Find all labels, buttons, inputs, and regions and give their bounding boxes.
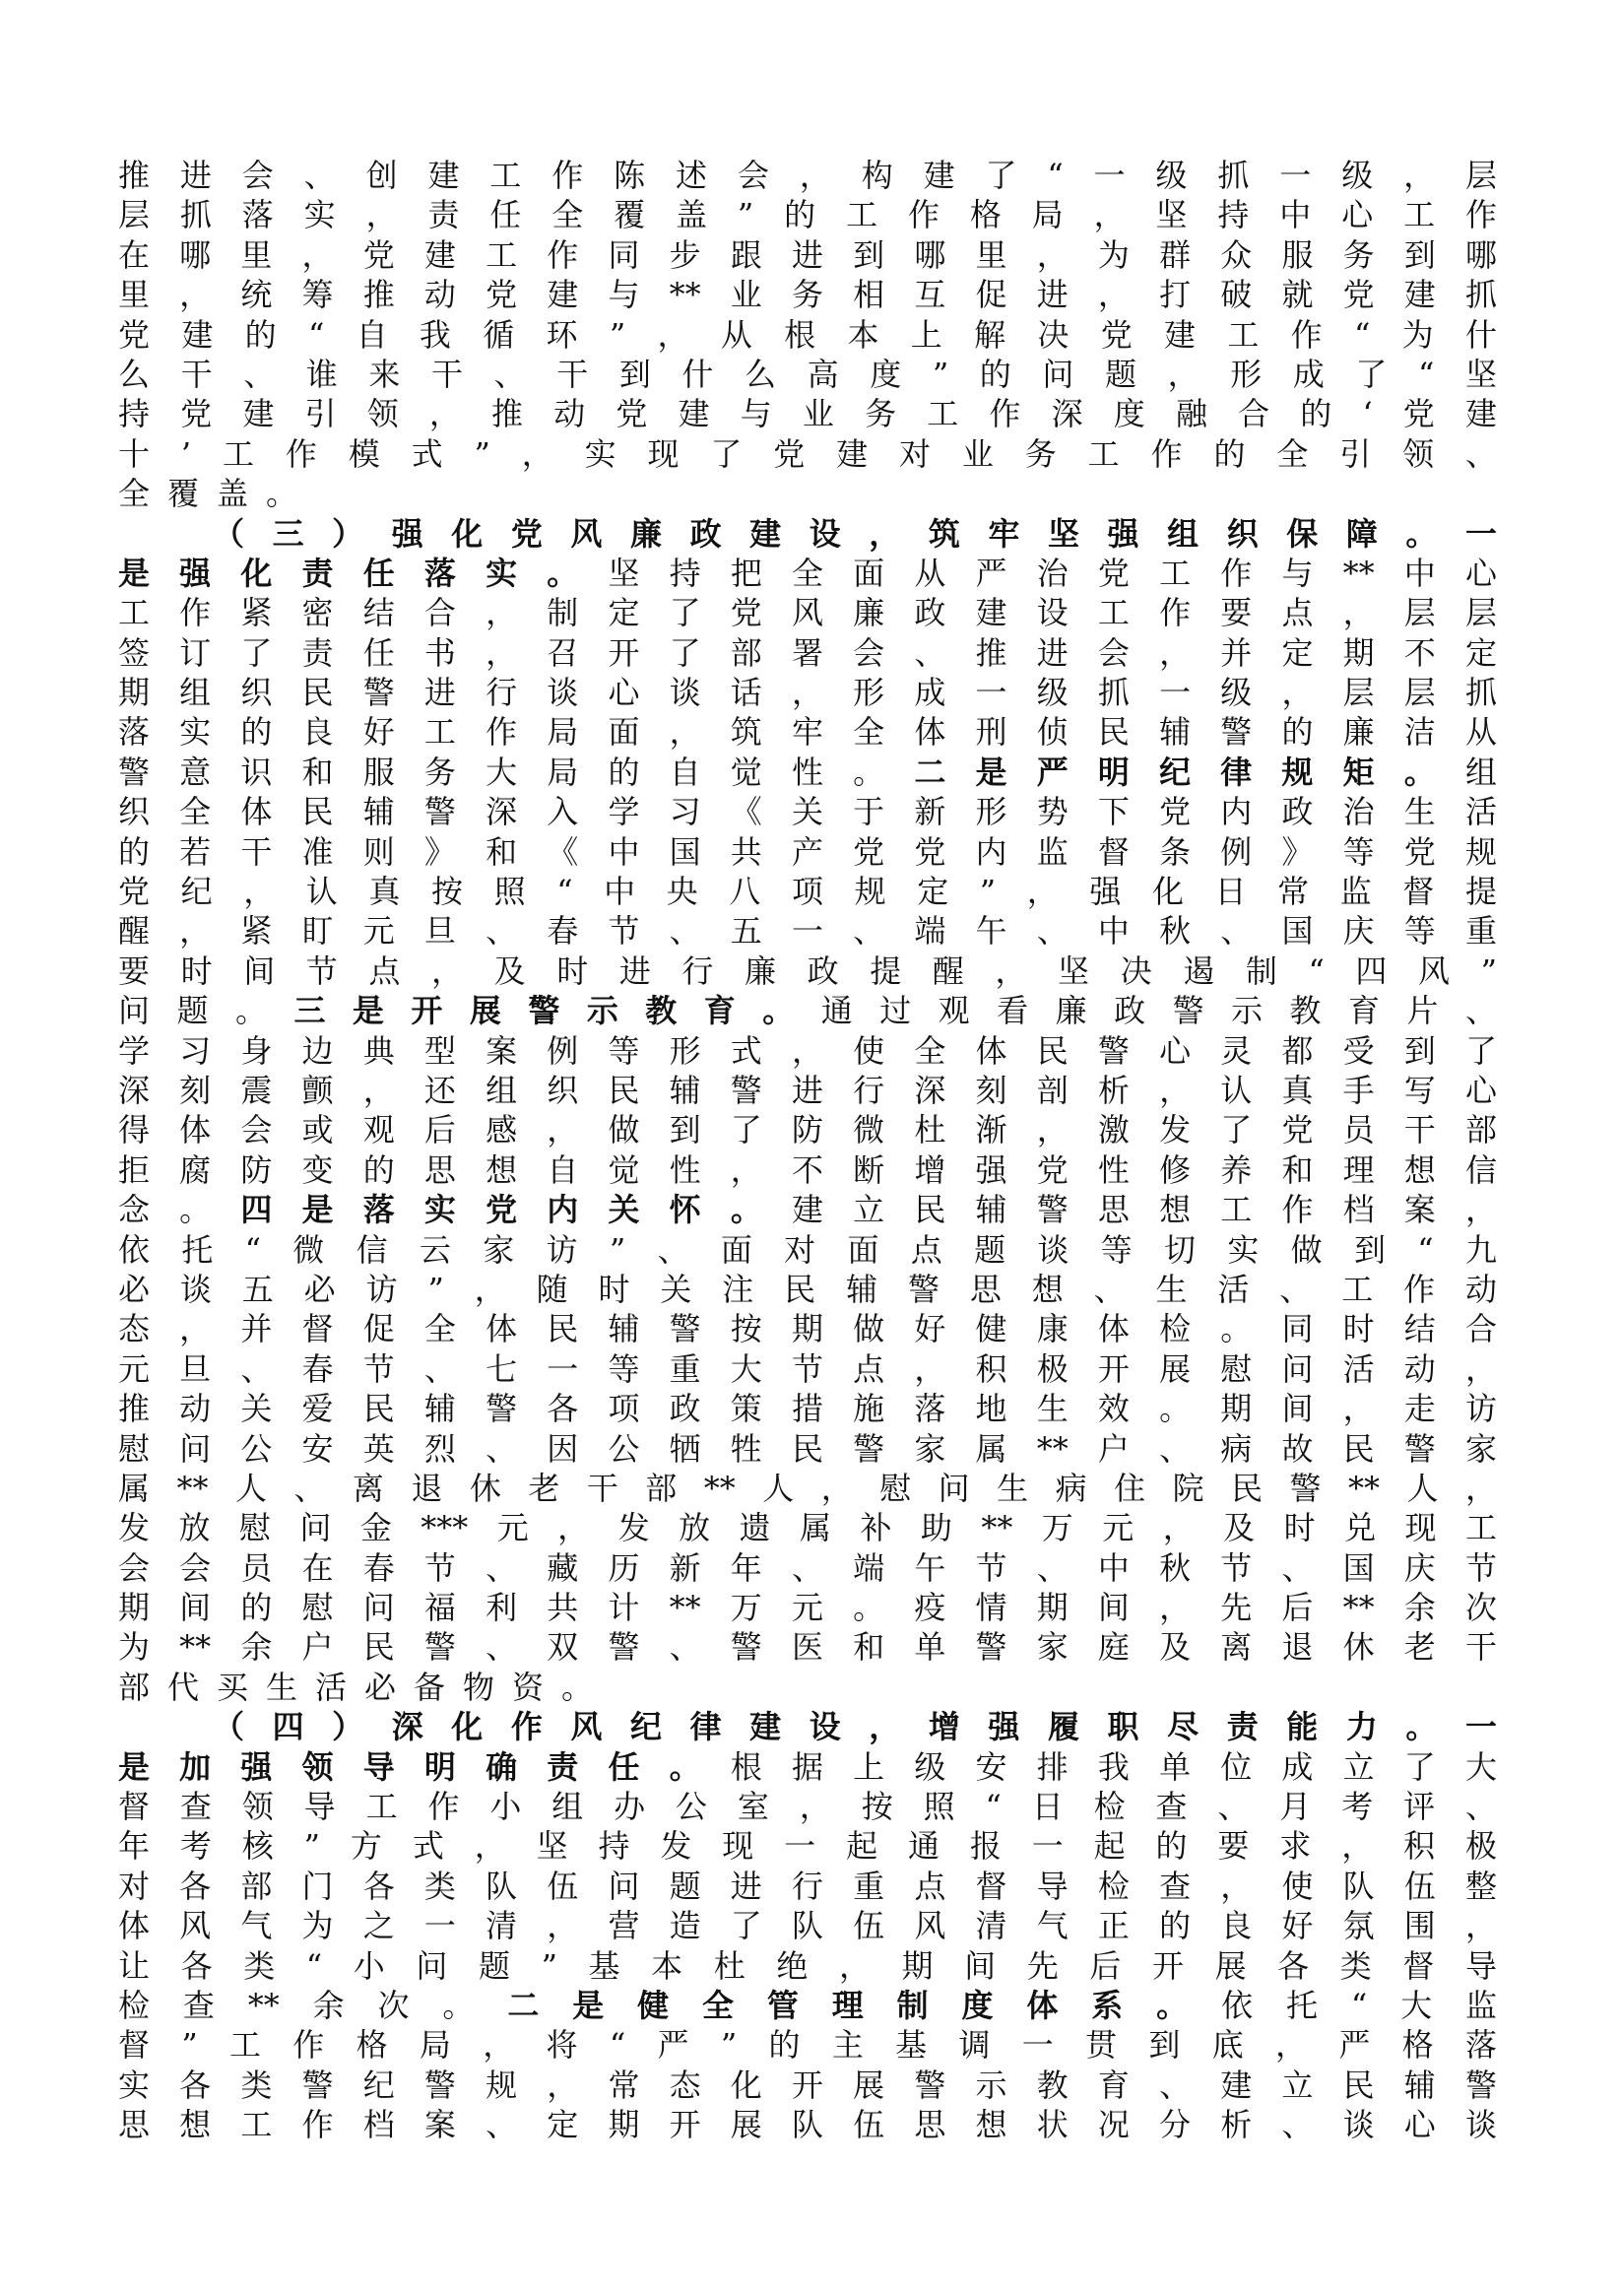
text-line [118,1588,1497,1627]
text-line [118,235,1497,275]
text-line [118,1826,1497,1866]
text-segment: 实各类警纪警规，常态化开展警示教育、建立民辅警 [118,2066,1497,2104]
text-segment: 发放慰问金***元，发放遗属补助**万元，及时兑现工 [118,1509,1497,1547]
text-segment: 督”工作格局，将“严”的主基调一贯到底，严格落 [118,2026,1497,2065]
text-segment: 深刻震颤，还组织民辅警进行深刻剖析，认真手写心 [118,1071,1497,1109]
text-segment: 建立民辅警思想工作档案， [792,1191,1497,1229]
text-segment: 组 [1464,753,1497,791]
text-line [118,2066,1497,2105]
text-line [118,1548,1497,1588]
text-line [118,195,1497,234]
text-line [118,792,1497,831]
bold-text-segment: 二是健全管理制度体系。 [507,1986,1222,2024]
text-segment: 持党建引领，推动党建与业务工作深度融合的‘党建 [118,395,1497,433]
text-segment: 期间的慰问福利共计**万元。疫情期间，先后**余次 [118,1589,1497,1627]
text-line [118,872,1497,911]
text-line [118,1986,1497,2025]
text-segment: 要时间节点，及时进行廉政提醒，坚决遏制“四风” [118,951,1497,990]
text-line [118,2105,1497,2144]
text-segment: 根据上级安排我单位成立了大 [730,1747,1497,1786]
text-segment: 醒，紧盯元旦、春节、五一、端午、中秋、国庆等重 [118,912,1497,951]
text-line [118,1270,1497,1309]
text-line [118,1508,1497,1547]
text-segment: 慰问公安英烈、因公牺牲民警家属**户、病故民警家 [118,1429,1497,1468]
text-segment: 问题。 [118,992,294,1030]
text-line [118,1668,1497,1707]
text-segment: 思想工作档案、定期开展队伍思想状况分析、谈心谈 [118,2106,1497,2144]
text-segment: 层抓落实，责任全覆盖”的工作格局，坚持中心工作 [118,196,1497,234]
text-line [118,1627,1497,1667]
text-line [118,275,1497,314]
text-segment: 推动关爱民辅警各项政策措施落地生效。期间，走访 [118,1390,1497,1428]
text-line [118,911,1497,951]
text-line [118,1190,1497,1229]
text-line [118,2025,1497,2065]
text-line [118,434,1497,474]
text-segment: 得体会或观后感，做到了防微杜渐，激发了党员干部 [118,1111,1497,1149]
text-line [118,1349,1497,1389]
text-segment: 全覆盖。 [118,475,316,513]
text-segment: 依托“大监 [1221,1986,1497,2024]
text-line [118,1110,1497,1149]
text-segment: 年考核”方式，坚持发现一起通报一起的要求，积极 [118,1827,1497,1866]
text-line [118,1747,1497,1787]
text-segment: 元旦、春节、七一等重大节点，积极开展慰问活动， [118,1349,1497,1388]
text-segment: 让各类“小问题”基本杜绝，期间先后开展各类督导 [118,1946,1497,1985]
text-segment: 依托“微信云家访”、面对面点题谈等切实做到“九 [118,1230,1497,1269]
text-segment: 为**余户民警、双警、警医和单警家庭及离退休老干 [118,1628,1497,1667]
text-segment: 织全体民辅警深入学习《关于新形势下党内政治生活 [118,793,1497,831]
text-line [118,593,1497,632]
text-line [118,673,1497,712]
bold-text-segment: 是加强领导明确责任。 [118,1747,731,1786]
bold-text-segment: （四）深化作风纪律建设，增强履职尽责能力。一 [213,1708,1497,1746]
text-line [118,554,1497,593]
text-line [118,156,1497,195]
bold-text-segment: （三）强化党风廉政建设，筑牢坚强组织保障。一 [213,514,1497,553]
text-line [118,1429,1497,1469]
bold-text-segment: 是强化责任落实。 [118,554,609,592]
text-segment: 坚持把全面从严治党工作与**中心 [608,554,1497,592]
text-segment: 警意识和服务大局的自觉性。 [118,753,915,791]
text-segment: 推进会、创建工作陈述会，构建了“一级抓一级，层 [118,157,1497,194]
text-line [118,1150,1497,1190]
text-line [118,1389,1497,1428]
text-segment: 体风气为之一清，营造了队伍风清气正的良好氛围， [118,1907,1497,1945]
text-line [118,355,1497,394]
text-segment: 部代买生活必备物资。 [118,1668,612,1706]
text-line [118,753,1497,792]
text-segment: 学习身边典型案例等形式，使全体民警心灵都受到了 [118,1031,1497,1070]
text-segment: 属**人、离退休老干部**人，慰问生病住院民警**人， [118,1469,1497,1507]
text-line [118,951,1497,991]
text-segment: 工作紧密结合，制定了党风廉政建设工作要点，层层 [118,594,1497,632]
text-line [118,514,1497,554]
text-line [118,1906,1497,1945]
text-segment: 对各部门各类队伍问题进行重点督导检查，使队伍整 [118,1867,1497,1905]
bold-text-segment: 三是开展警示教育。 [293,992,821,1030]
text-segment: 十’工作模式”，实现了党建对业务工作的全引领、 [118,434,1497,473]
text-line [118,1469,1497,1508]
text-line [118,1707,1497,1746]
text-segment: 念。 [118,1191,241,1229]
text-segment: 拒腐防变的思想自觉性，不断增强党性修养和理想信 [118,1150,1497,1189]
text-segment: 落实的良好工作局面，筑牢全体刑侦民辅警的廉洁从 [118,713,1497,752]
text-segment: 必谈五必访”，随时关注民辅警思想、生活、工作动 [118,1270,1497,1308]
text-line [118,315,1497,355]
text-segment: 会会员在春节、藏历新年、端午节、中秋节、国庆节 [118,1548,1497,1587]
text-segment: 么干、谁来干、干到什么高度”的问题，形成了“坚 [118,355,1497,393]
text-segment: 里，统筹推动党建与**业务相互促进，打破就党建抓 [118,276,1497,314]
text-line [118,1230,1497,1270]
text-segment: 党纪，认真按照“中央八项规定”，强化日常监督提 [118,873,1497,911]
text-line [118,394,1497,433]
text-line [118,1787,1497,1826]
text-line [118,991,1497,1030]
text-segment: 检查**余次。 [118,1986,508,2024]
text-segment: 签订了责任书，召开了部署会、推进会，并定期不定 [118,633,1497,672]
text-line [118,474,1497,513]
document-body [118,156,1497,2145]
text-line [118,832,1497,872]
text-segment: 督查领导工作小组办公室，按照“日检查、月考评、 [118,1788,1497,1826]
text-line [118,1946,1497,1986]
text-line [118,1867,1497,1906]
bold-text-segment: 四是落实党内关怀。 [240,1191,792,1229]
text-line [118,1309,1497,1348]
text-segment: 通过观看廉政警示教育片、 [820,992,1497,1030]
text-segment: 期组织民警进行谈心谈话，形成一级抓一级，层层抓 [118,674,1497,712]
text-line [118,712,1497,752]
text-line [118,633,1497,673]
text-segment: 党建的“自我循环”，从根本上解决党建工作“为什 [118,315,1497,354]
text-segment: 的若干准则》和《中国共产党党内监督条例》等党规 [118,832,1497,871]
text-line [118,1071,1497,1110]
text-line [118,1031,1497,1071]
text-segment: 态，并督促全体民辅警按期做好健康体检。同时结合 [118,1310,1497,1348]
text-segment: 在哪里，党建工作同步跟进到哪里，为群众服务到哪 [118,235,1497,274]
bold-text-segment: 二是严明纪律规矩。 [914,753,1465,791]
